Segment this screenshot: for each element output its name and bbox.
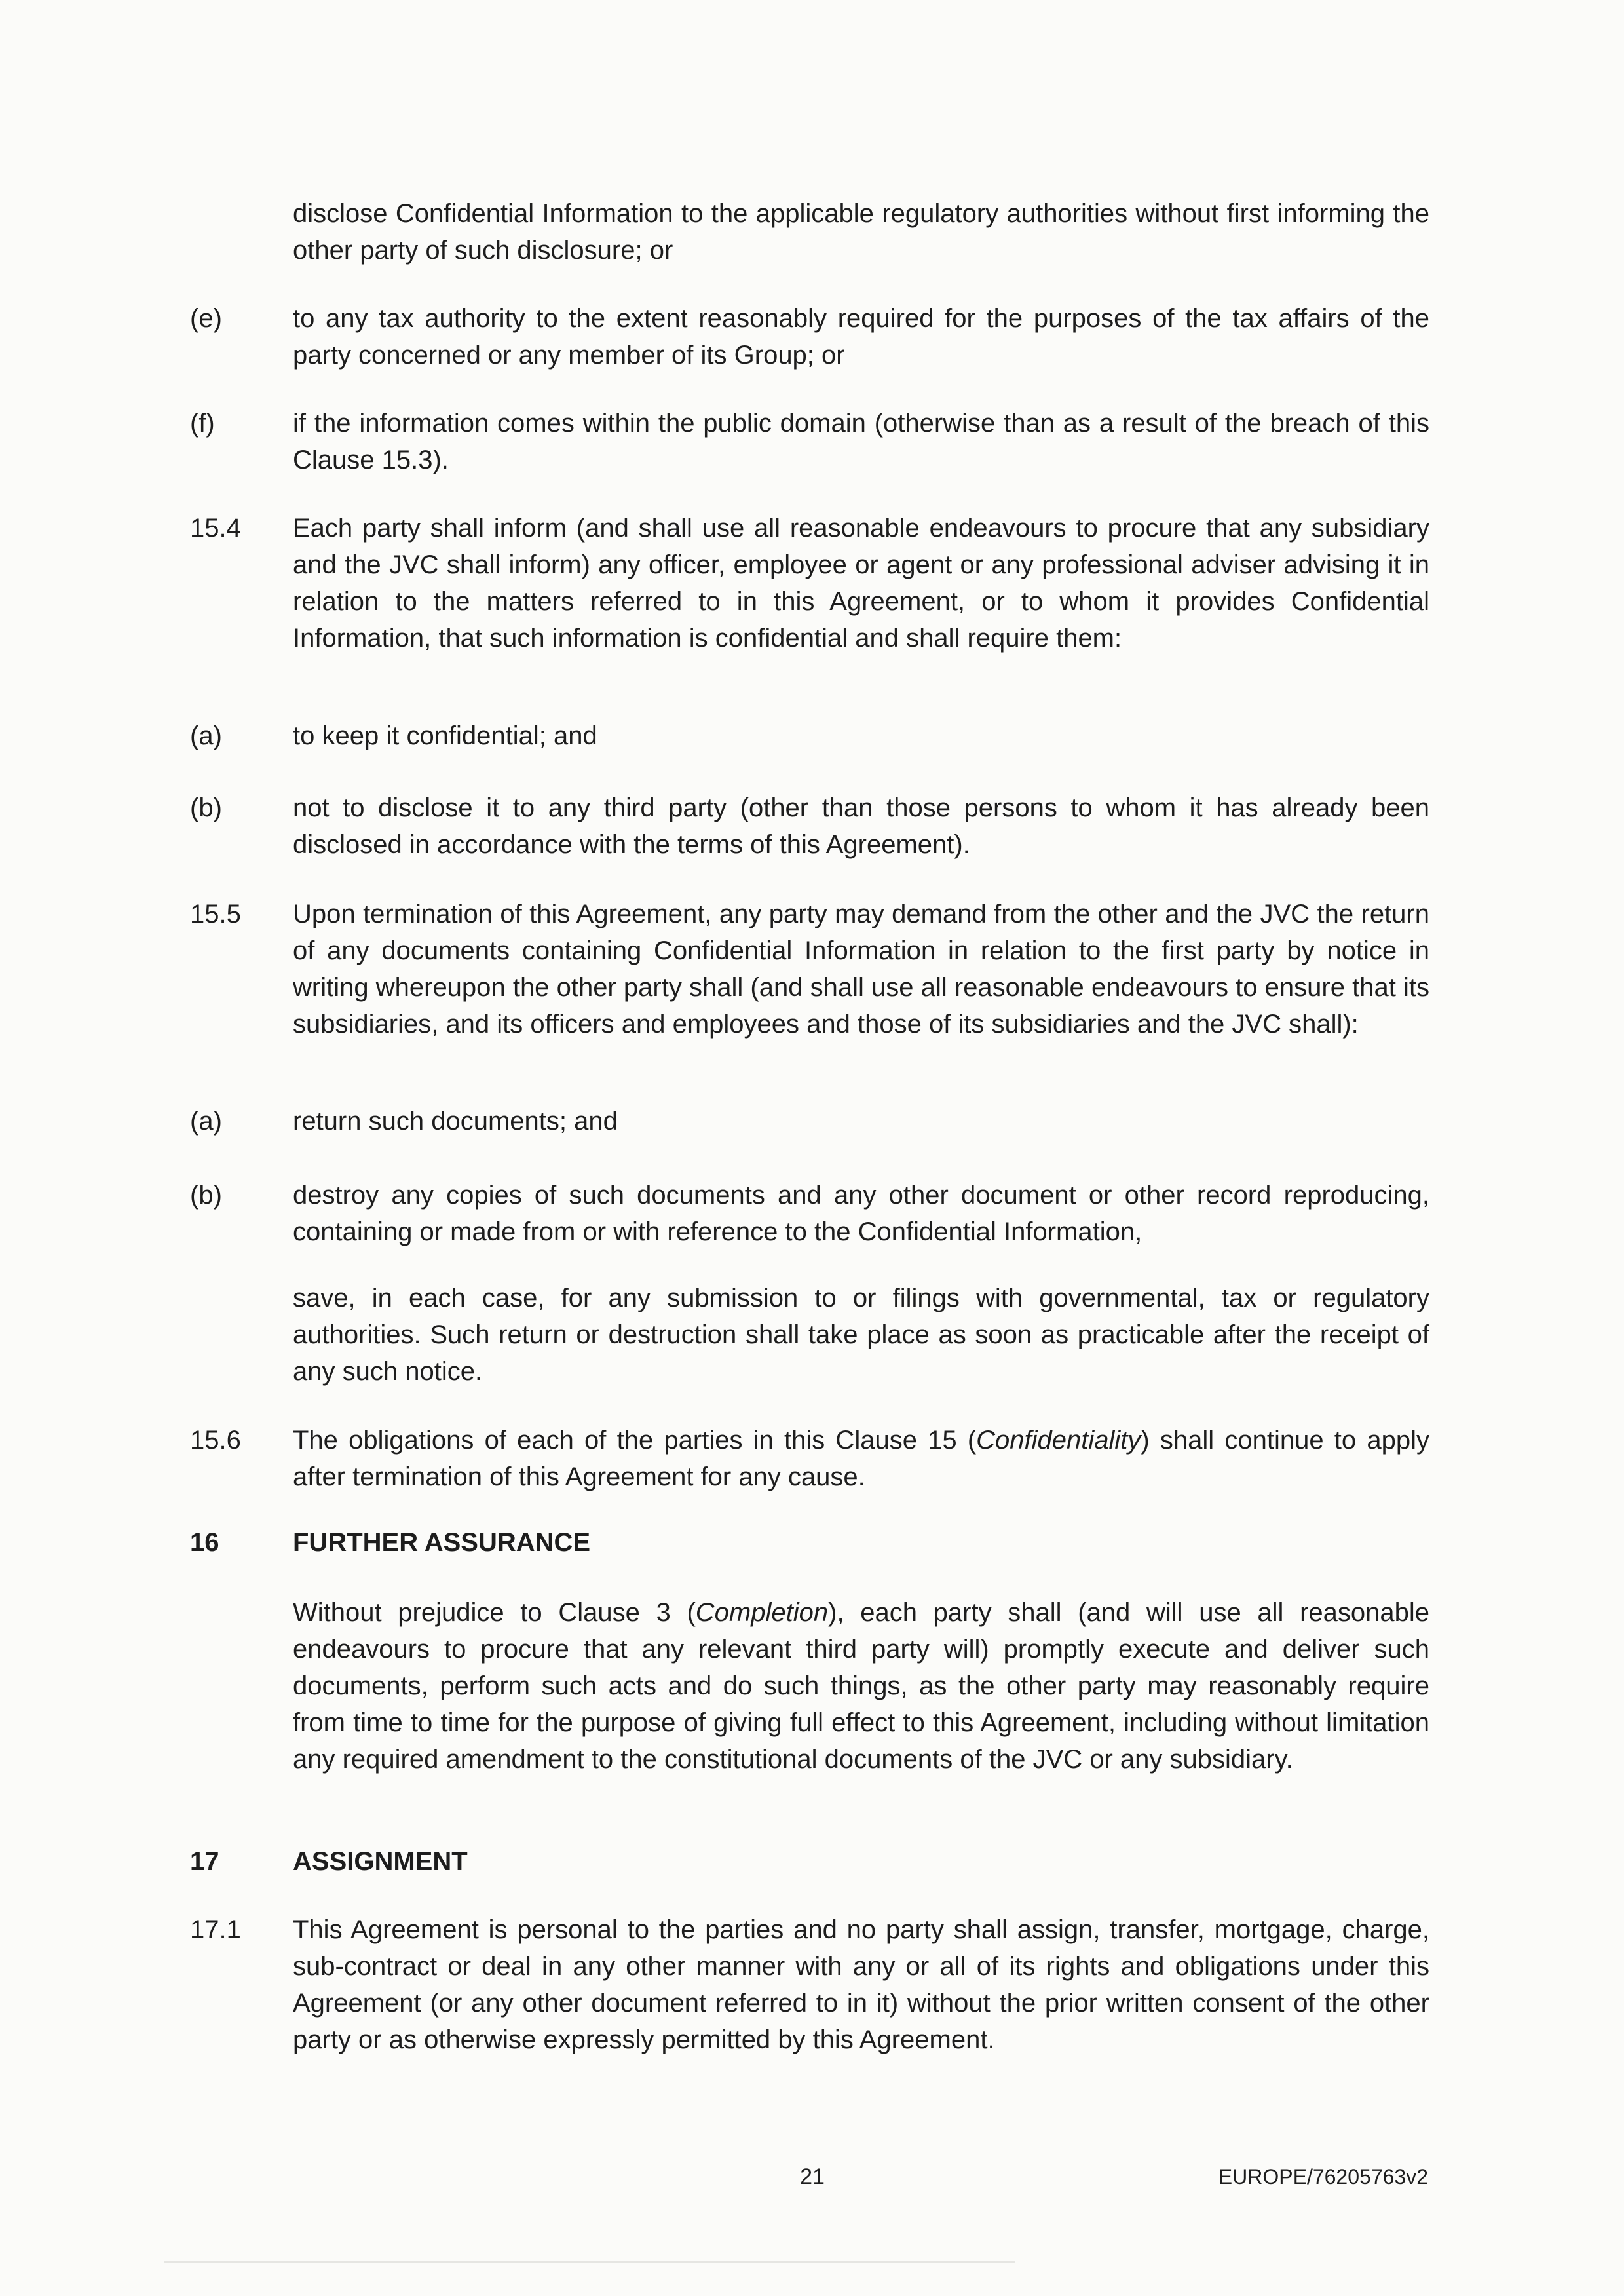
clause-number: (e) xyxy=(190,304,222,333)
section-number: 17 xyxy=(190,1847,219,1876)
page-number: 21 xyxy=(800,2164,825,2189)
text-run: ) shall continue to apply after termination of this Agreement for any cause. xyxy=(293,1426,1429,1491)
clause-text: Upon termination of this Agreement, any party may demand from the other and the JVC the return of any documents containing Confidential Information in relation to the first party by notice in writing whereupon the other party shall (and shall use all reasonable endeavours to ensure that its subsidiaries, and its officers and employees and those of its subsidiaries and the JVC shall): xyxy=(293,900,1429,1039)
clause-number: (a) xyxy=(190,1107,222,1136)
clause-text: This Agreement is personal to the parties and no party shall assign, transfer, mortgage, charge, sub-contract or deal in any other manner with any or all of its rights and obligations under this Agreement (or any other document referred to in it) without the prior written consent of the other party or as otherwise expressly permitted by this Agreement. xyxy=(293,1915,1429,2054)
text-run: ), each party shall (and will use all reasonable endeavours to procure that any relevant third party will) promptly execute and deliver such documents, perform such acts and do such things, as the other party may reasonably require from time to time for the purpose of giving full effect to this Agreement, including without limitation any required amendment to the constitutional documents of the JVC or any subsidiary. xyxy=(293,1598,1429,1774)
clause-number: 17.1 xyxy=(190,1915,241,1944)
clause-text xyxy=(293,1594,1429,1778)
scan-artifact-line xyxy=(164,2261,1015,2263)
text-run: The obligations of each of the parties in this Clause 15 ( xyxy=(293,1426,977,1455)
clause-text: return such documents; and xyxy=(293,1107,618,1136)
section-number: 16 xyxy=(190,1528,219,1557)
continued-paragraph: disclose Confidential Information to the applicable regulatory authorities without first informing the other party of such disclosure; or xyxy=(293,199,1429,265)
italic-term: Completion xyxy=(695,1598,829,1627)
clause-number: 15.4 xyxy=(190,514,241,543)
clause-text: to keep it confidential; and xyxy=(293,721,597,750)
clause-text: Each party shall inform (and shall use all reasonable endeavours to procure that any subsidiary and the JVC shall inform) any officer, employee or agent or any professional adviser advising it in relation to the matters referred to in this Agreement, or to whom it provides Confidential Information, that such information is confidential and shall require them: xyxy=(293,514,1429,653)
clause-number: (a) xyxy=(190,721,222,750)
clause-text: save, in each case, for any submission to or filings with governmental, tax or regulatory authorities. Such return or destruction shall take place as soon as practicable after the receipt of any such notice. xyxy=(293,1284,1429,1386)
clause-text: if the information comes within the public domain (otherwise than as a result of the breach of this Clause 15.3). xyxy=(293,409,1429,474)
section-heading: FURTHER ASSURANCE xyxy=(293,1528,591,1557)
clause-text: destroy any copies of such documents and any other document or other record reproducing, containing or made from or with reference to the Confidential Information, xyxy=(293,1181,1429,1246)
clause-number: (b) xyxy=(190,794,222,822)
clause-text: to any tax authority to the extent reasonably required for the purposes of the tax affairs of the party concerned or any member of its Group; or xyxy=(293,304,1429,370)
italic-term: Confidentiality xyxy=(976,1426,1141,1455)
clause-text: not to disclose it to any third party (other than those persons to whom it has already been disclosed in accordance with the terms of this Agreement). xyxy=(293,794,1429,859)
clause-number: 15.5 xyxy=(190,900,241,928)
clause-number: (b) xyxy=(190,1181,222,1210)
document-reference: EUROPE/76205763v2 xyxy=(1218,2165,1428,2189)
clause-text xyxy=(293,1422,1429,1495)
clause-number: 15.6 xyxy=(190,1426,241,1455)
clause-number: (f) xyxy=(190,409,215,438)
text-run: Without prejudice to Clause 3 ( xyxy=(293,1598,696,1627)
section-heading: ASSIGNMENT xyxy=(293,1847,468,1876)
